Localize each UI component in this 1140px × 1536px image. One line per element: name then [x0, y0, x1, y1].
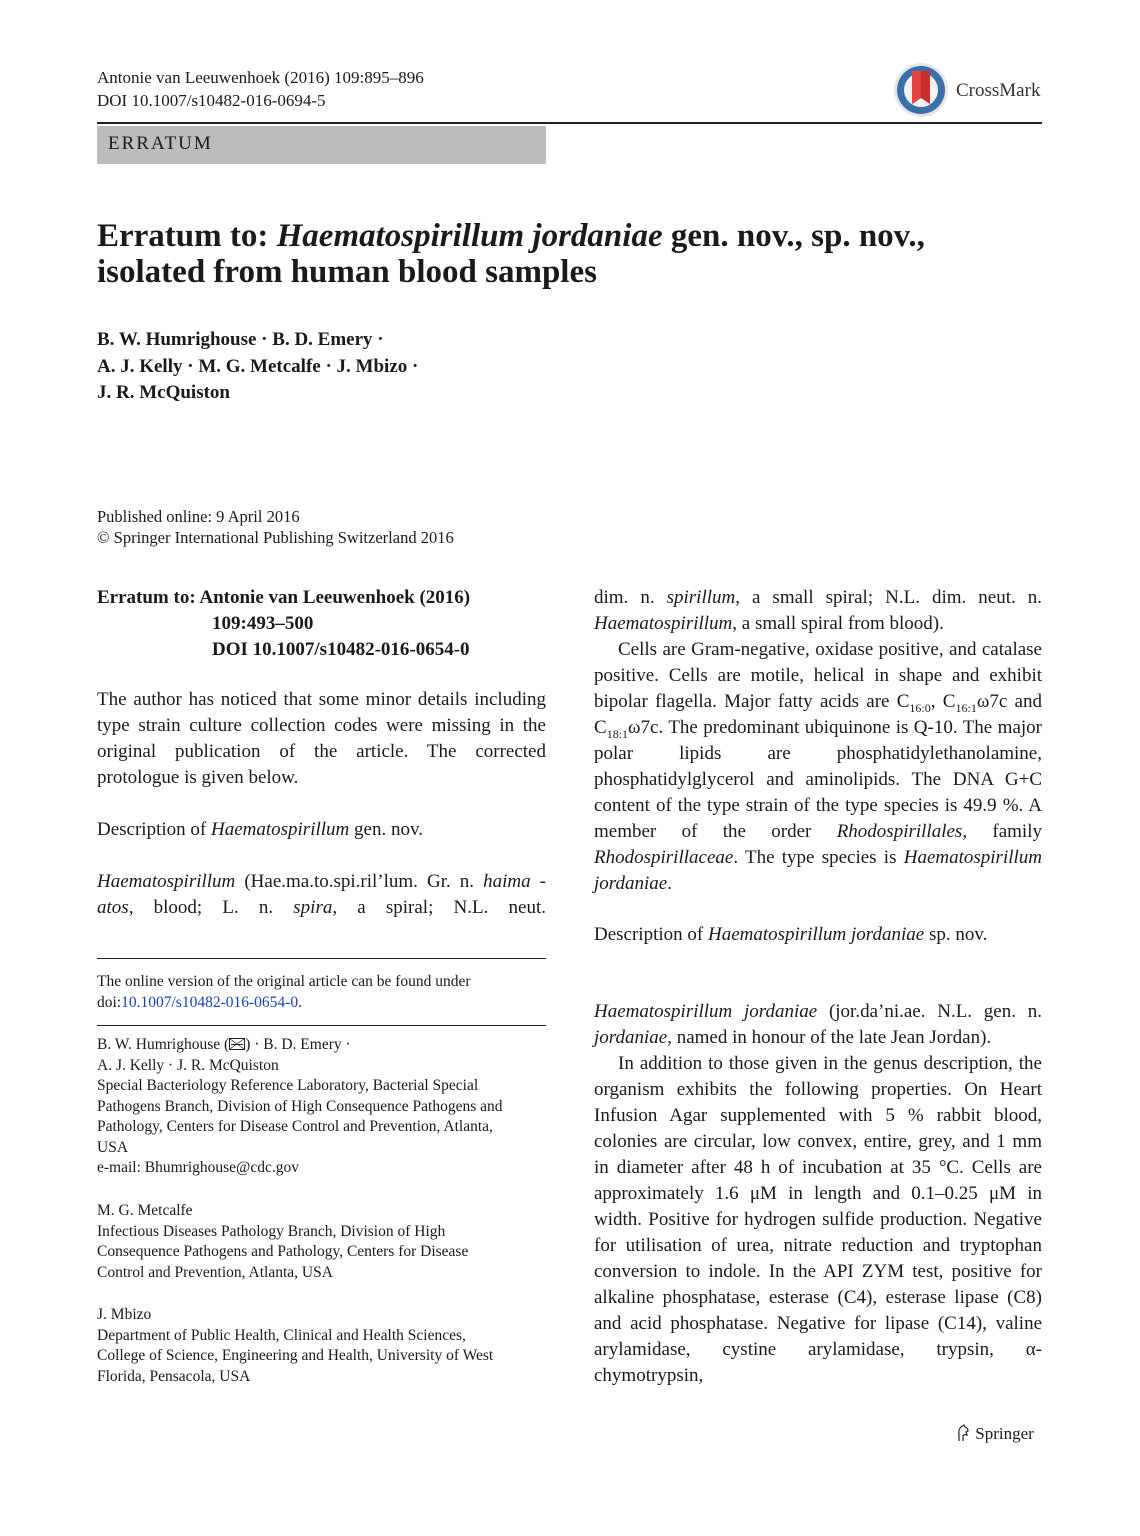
species-etymology	[594, 999, 1042, 1051]
affiliation-1	[97, 1035, 517, 1179]
publication-info	[97, 506, 454, 548]
erratum-reference	[97, 585, 546, 663]
italic-term: Rhodospirillales	[836, 821, 963, 842]
journal-citation: Antonie van Leeuwenhoek (2016) 109:895–896	[97, 68, 424, 87]
text: . The type species is	[733, 847, 904, 868]
italic-term: jordaniae	[594, 1027, 668, 1048]
subscript: 16:0	[909, 700, 931, 715]
text: Cells are Gram-negative, oxidase positive, and catalase positive. Cells are motile, helical in shape and exhibit bipolar flagella. Major fatty acids are C	[594, 639, 1042, 712]
text: , blood; L. n.	[128, 897, 294, 918]
affiliation-3	[97, 1305, 517, 1387]
title-line2: isolated from human blood samples	[97, 254, 597, 290]
text: .	[667, 873, 672, 894]
affiliation-author: M. G. Metcalfe	[97, 1202, 193, 1219]
envelope-icon[interactable]	[229, 1038, 245, 1050]
online-version-note	[97, 972, 546, 1013]
springer-horse-icon	[955, 1424, 971, 1442]
text: , a spiral; N.L. neut.	[332, 897, 546, 918]
affiliation-authors	[97, 1035, 517, 1056]
text: , family	[962, 821, 1042, 842]
text: ω7c. The predominant ubiquinone is Q-10. The major polar lipids are phosphatidylethanolamine, phosphatidylglycerol and aminolipids. The DNA G+C content of the type strain of the type species is 49.9 %. A member of the order	[594, 717, 1042, 842]
ref-line: DOI 10.1007/s10482-016-0654-0	[212, 639, 470, 660]
author-list	[97, 327, 418, 407]
text: B. W. Humrighouse (	[97, 1036, 230, 1053]
species-description-heading	[594, 922, 994, 948]
genus-etymology-continued	[594, 585, 1042, 637]
subscript: 18:1	[606, 726, 629, 741]
author-line: A. J. Kelly · M. G. Metcalfe · J. Mbizo ·	[97, 355, 419, 377]
text: ω7c and C	[594, 691, 1042, 738]
footnote-rule	[97, 1025, 546, 1026]
publisher-logo	[955, 1424, 1034, 1444]
affiliation-institution: Department of Public Health, Clinical and Health Sciences, College of Science, Engineering and Health, University of West Florida, Pensacola, USA	[97, 1326, 494, 1385]
species-name: Haematospirillum jordaniae	[707, 924, 925, 945]
ref-line: Erratum to: Antonie van Leeuwenhoek (2016)	[97, 587, 471, 608]
affiliation-authors: A. J. Kelly · J. R. McQuiston	[97, 1056, 279, 1074]
genus-description-paragraph	[594, 637, 1042, 897]
author-line: J. R. McQuiston	[97, 382, 230, 403]
text: (jor.da’ni.ae. N.L. gen. n.	[817, 1001, 1042, 1022]
original-article-doi-link[interactable]: 10.1007/s10482-016-0654-0	[121, 993, 299, 1011]
text: , named in honour of the late Jean Jordan).	[667, 1027, 992, 1048]
copyright: © Springer International Publishing Switzerland 2016	[97, 528, 454, 547]
genus-name: Haematospirillum	[97, 871, 236, 892]
contact-email[interactable]: e-mail: Bhumrighouse@cdc.gov	[97, 1159, 299, 1176]
text: The online version of the original article can be found under doi:	[97, 973, 471, 1011]
text: sp. nov.	[924, 924, 988, 945]
text: gen. nov.	[349, 819, 423, 840]
ref-line: 109:493–500	[212, 613, 314, 634]
crossmark-label[interactable]: CrossMark	[956, 80, 1041, 101]
text: Description of	[594, 924, 708, 945]
footnote-rule	[97, 958, 546, 959]
article-doi: DOI 10.1007/s10482-016-0694-5	[97, 91, 326, 110]
text: , a small spiral from blood).	[732, 613, 944, 634]
species-name: Haematospirillum jordaniae	[594, 847, 1042, 894]
genus-name: Haematospirillum	[210, 819, 350, 840]
author-line: B. W. Humrighouse · B. D. Emery ·	[97, 329, 384, 350]
subscript: 16:1	[955, 700, 977, 715]
published-date: Published online: 9 April 2016	[97, 507, 300, 526]
title-italic: Haematospirillum jordaniae	[276, 218, 663, 254]
crossmark-icon[interactable]	[893, 62, 949, 118]
genus-description-heading	[97, 817, 546, 843]
italic-term: spirillum	[666, 587, 736, 608]
header-rule	[97, 122, 1042, 124]
text: dim. n.	[594, 587, 667, 608]
affiliation-author: J. Mbizo	[97, 1306, 152, 1323]
publisher-name: Springer	[975, 1424, 1034, 1443]
affiliation-institution: Special Bacteriology Reference Laboratory, Bacterial Special Pathogens Branch, Division of High Consequence Pathogens and Pathology, Centers for Disease Control and Prevention, Atlanta, USA	[97, 1077, 503, 1156]
text: Description of	[97, 819, 211, 840]
intro-paragraph: The author has noticed that some minor details including type strain culture collection codes were missing in the original publication of the article. The corrected protologue is given below.	[97, 689, 546, 788]
section-tag: ERRATUM	[97, 126, 546, 164]
genus-name: Haematospirillum	[594, 613, 733, 634]
italic-term: Rhodospirillaceae	[594, 847, 734, 868]
title-suffix: gen. nov., sp. nov.,	[662, 218, 925, 254]
species-name: Haematospirillum jordaniae	[594, 1001, 818, 1022]
text: (Hae.ma.to.spi.ril’lum. Gr. n.	[235, 871, 484, 892]
text: ) · B. D. Emery ·	[245, 1036, 351, 1053]
affiliation-2	[97, 1201, 517, 1283]
text: , C	[930, 691, 956, 712]
affiliation-institution: Infectious Diseases Pathology Branch, Division of High Consequence Pathogens and Pathology, Centers for Disease Control and Prevention, Atlanta, USA	[97, 1222, 469, 1281]
italic-term: spira	[293, 897, 333, 918]
genus-etymology	[97, 869, 546, 921]
text: .	[298, 993, 302, 1011]
article-title	[97, 218, 1037, 290]
italic-term: haima -atos	[97, 871, 546, 918]
text: , a small spiral; N.L. dim. neut. n.	[735, 587, 1043, 608]
title-prefix: Erratum to:	[97, 218, 277, 254]
species-description-paragraph: In addition to those given in the genus description, the organism exhibits the following properties. On Heart Infusion Agar supplemented with 5 % rabbit blood, colonies are circular, low convex, entire, grey, and 1 mm in diameter after 48 h of incubation at 35 °C. Cells are approximately 1.6 μM in length and 0.1–0.25 μM in width. Positive for hydrogen sulfide production. Negative for utilisation of urea, nitrate reduction and tryptophan conversion to indole. In the API ZYM test, positive for alkaline phosphatase, esterase (C4), esterase lipase (C8) and acid phosphatase. Negative for lipase (C14), valine arylamidase, cystine arylamidase, trypsin, α-chymotrypsin,	[594, 1053, 1042, 1386]
